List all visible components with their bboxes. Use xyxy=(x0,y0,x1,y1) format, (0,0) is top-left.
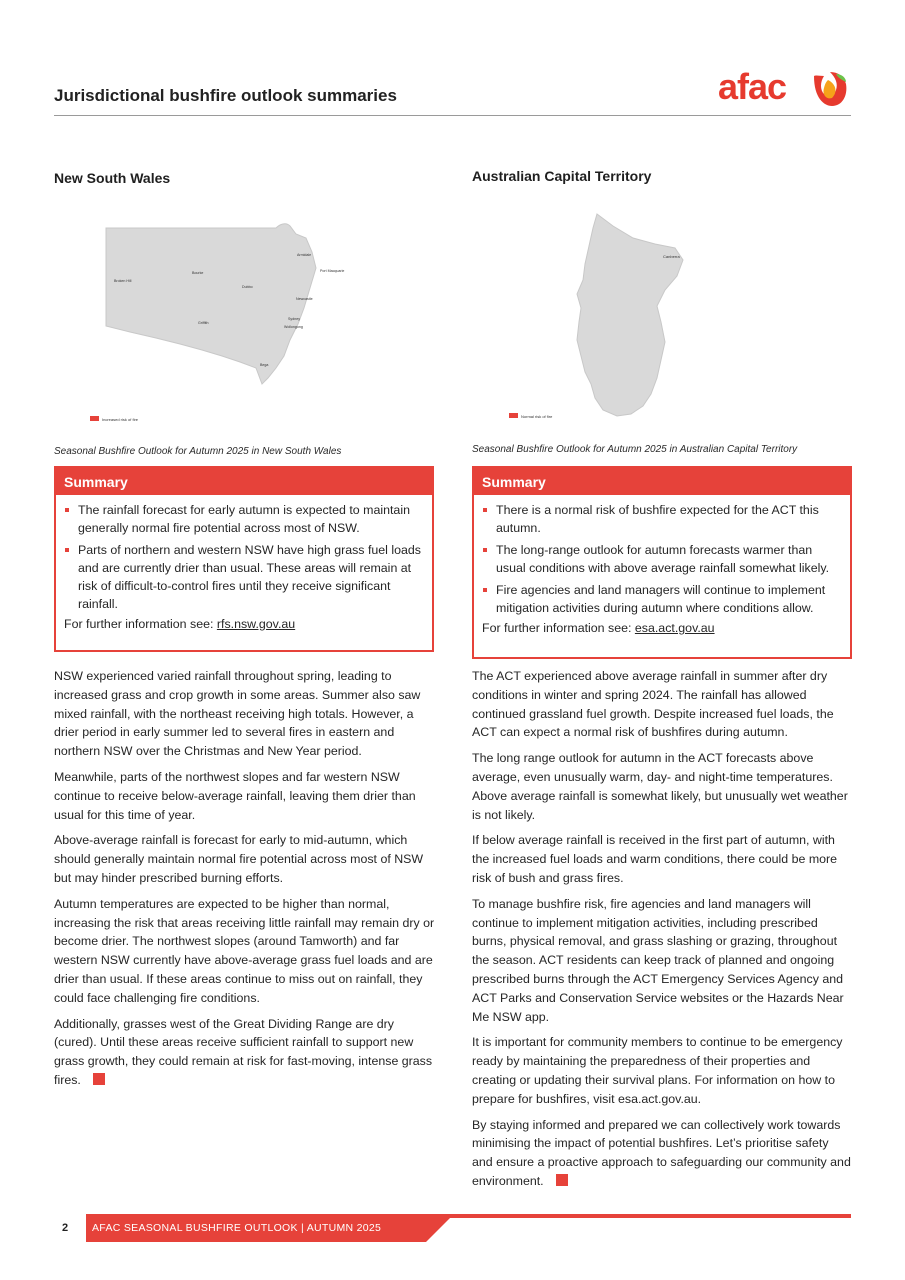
map-town-label: Griffith xyxy=(198,321,209,325)
esa-link[interactable]: esa.act.gov.au xyxy=(634,621,715,635)
page-number: 2 xyxy=(62,1222,69,1234)
afac-logo xyxy=(718,64,854,112)
further-info-label: For further information see: xyxy=(64,617,217,631)
nsw-map-caption: Seasonal Bushfire Outlook for Autumn 2025 in New South Wales xyxy=(54,446,342,457)
act-outlook-map xyxy=(505,210,705,425)
summary-heading: Summary xyxy=(474,468,850,495)
afac-flame-icon xyxy=(810,68,850,108)
nsw-outlook-map xyxy=(90,216,370,426)
body-paragraph: NSW experienced varied rainfall throughout spring, leading to increased grass and crop growth in some areas. Summer also saw mixed rainfall, with the northeast receiving high totals. However, a drier period in early summer led to several fires in eastern and northern NSW over the Christmas and New Year period. xyxy=(54,669,421,759)
summary-further-info xyxy=(56,617,432,631)
end-mark xyxy=(556,1174,568,1186)
act-map-caption: Seasonal Bushfire Outlook for Autumn 2025 in Australian Capital Territory xyxy=(472,444,798,455)
nsw-map-shape xyxy=(106,224,316,384)
body-paragraph: If below average rainfall is received in the first part of autumn, with the increased fuel loads and warm conditions, there could be more risk of bush and grass fires. xyxy=(472,833,838,885)
nsw-section-title: New South Wales xyxy=(54,170,171,186)
map-town-label: Wollongong xyxy=(284,325,303,329)
summary-item: Parts of northern and western NSW have high grass fuel loads and are currently drier than usual. These areas will remain at risk of difficult-to-control fires until they receive significant rainfall. xyxy=(64,541,424,613)
nsw-summary-box xyxy=(54,466,434,652)
act-map-shape xyxy=(577,214,683,416)
footer-publication-title: AFAC SEASONAL BUSHFIRE OUTLOOK | AUTUMN 2025 xyxy=(92,1222,382,1234)
body-paragraph: The ACT experienced above average rainfall in summer after dry conditions in winter and spring 2024. The rainfall has allowed continued grassland fuel growth. Despite increased fuel loads, the ACT can expect a normal risk of bushfires during autumn. xyxy=(472,669,834,740)
body-paragraph: Autumn temperatures are expected to be higher than normal, increasing the risk that areas receiving little rainfall may remain dry or become drier. The northwest slopes (around Tamworth) and far western NSW currently have above-average grass fuel loads and are drier than usual. If these areas continue to miss out on rainfall, they could face challenging fire conditions. xyxy=(54,896,435,1005)
map-town-label: Broken Hill xyxy=(114,279,132,283)
summary-item: There is a normal risk of bushfire expected for the ACT this autumn. xyxy=(482,501,842,537)
logo-wordmark: afac xyxy=(718,66,787,107)
summary-heading: Summary xyxy=(56,468,432,495)
map-town-label: Canberra xyxy=(663,254,680,259)
body-paragraph: Above-average rainfall is forecast for early to mid-autumn, which should generally maintain normal fire potential across most of NSW but may hinder prescribed burning efforts. xyxy=(54,833,424,885)
map-town-label: Armidale xyxy=(297,253,312,257)
body-paragraph: The long range outlook for autumn in the ACT forecasts above average, even unusually warm, day- and night-time temperatures. Above average rainfall is somewhat likely, but unusually wet weather is not likely. xyxy=(472,751,848,822)
summary-item: The rainfall forecast for early autumn is expected to maintain generally normal fire potential across most of NSW. xyxy=(64,501,424,537)
legend-swatch xyxy=(90,416,99,421)
body-paragraph: Meanwhile, parts of the northwest slopes and far western NSW continue to receive below-average rainfall, leaving them drier than usual for this time of year. xyxy=(54,769,416,822)
nsw-body-text xyxy=(54,667,436,1097)
map-town-label: Bourke xyxy=(192,271,204,275)
map-town-label: Sydney xyxy=(288,317,300,321)
legend-swatch xyxy=(509,413,518,418)
body-paragraph-last xyxy=(472,1116,852,1191)
act-body-text xyxy=(472,667,852,1198)
map-legend-label: Normal risk of fire xyxy=(521,414,553,419)
act-summary-box xyxy=(472,466,852,659)
body-paragraph-last xyxy=(54,1015,436,1090)
end-mark xyxy=(93,1073,105,1085)
map-town-label: Dubbo xyxy=(242,285,253,289)
further-info-label: For further information see: xyxy=(482,621,635,635)
body-paragraph: To manage bushfire risk, fire agencies and land managers will continue to implement mitigation activities, including prescribed burns, physical removal, and grass slashing or grazing, throughout the season. ACT residents can keep track of planned and ongoing prescribed burns through the ACT Emergency Services Agency and ACT Parks and Conservation Service websites or the Hazards Near Me NSW app. xyxy=(472,896,844,1024)
map-town-label: Newcastle xyxy=(296,297,313,301)
header-divider xyxy=(54,115,851,116)
map-town-label: Bega xyxy=(260,363,269,367)
act-section-title: Australian Capital Territory xyxy=(472,168,652,184)
summary-further-info xyxy=(474,621,850,635)
rfs-link[interactable]: rfs.nsw.gov.au xyxy=(216,617,296,631)
summary-list xyxy=(474,501,850,617)
body-paragraph-text: By staying informed and prepared we can collectively work towards minimising the impact of potential bushfires. Let’s prioritise safety and ensure a proactive approach to safeguarding our community and environment. xyxy=(472,1117,851,1188)
summary-list xyxy=(56,501,432,613)
map-legend-label: Increased risk of fire xyxy=(102,417,139,422)
body-paragraph-text: Additionally, grasses west of the Great Dividing Range are dry (cured). Until these areas receive sufficient rainfall to support new grass growth, they could remain at risk for fast-moving, intense grass fires. xyxy=(54,1016,433,1087)
map-town-label: Port Macquarie xyxy=(320,269,345,273)
body-paragraph: It is important for community members to continue to be emergency ready by maintaining the preparedness of their properties and creating or updating their survival plans. For information on how to prepare for bushfires, visit esa.act.gov.au. xyxy=(472,1035,843,1106)
page-header-title: Jurisdictional bushfire outlook summaries xyxy=(54,86,397,105)
summary-item: The long-range outlook for autumn forecasts warmer than usual conditions with above average rainfall somewhat likely. xyxy=(482,541,842,577)
summary-item: Fire agencies and land managers will continue to implement mitigation activities during autumn where conditions allow. xyxy=(482,581,842,617)
